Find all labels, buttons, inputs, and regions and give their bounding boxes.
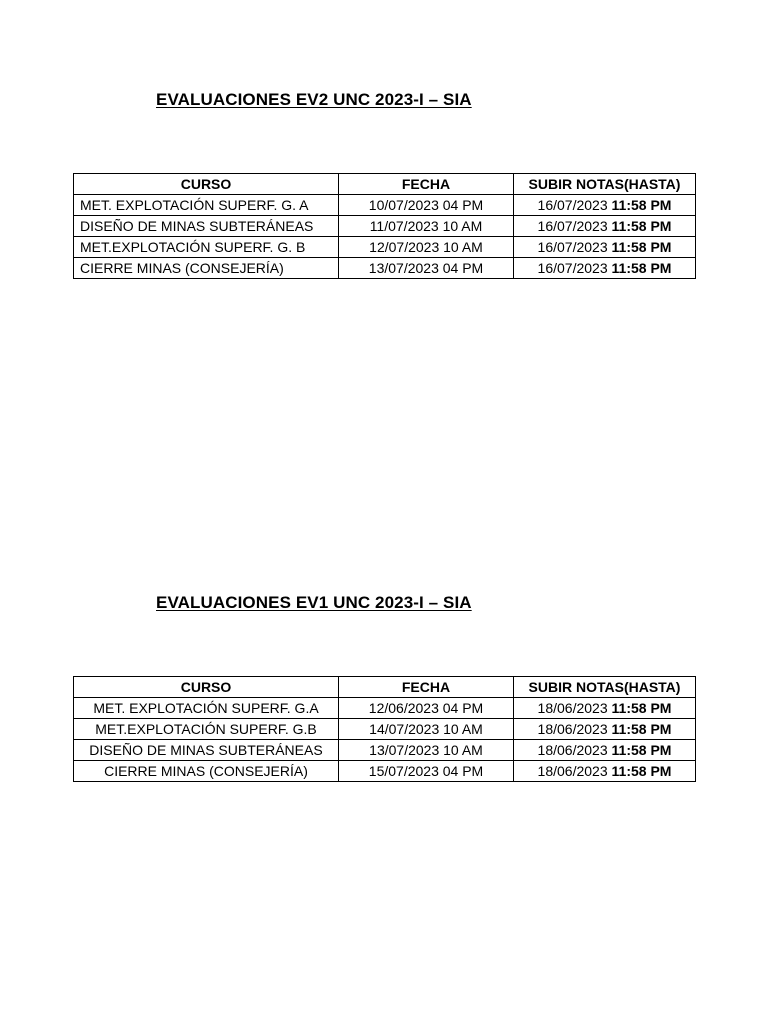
table-row xyxy=(74,258,696,279)
cell-curso: CIERRE MINAS (CONSEJERÍA) xyxy=(74,761,339,782)
ev1-schedule-table xyxy=(73,676,696,782)
ev2-schedule-table xyxy=(73,173,696,279)
column-header-subir-notas: SUBIR NOTAS(HASTA) xyxy=(514,677,696,698)
table-header-row xyxy=(74,677,696,698)
cell-fecha: 12/07/2023 10 AM xyxy=(339,237,514,258)
table-row xyxy=(74,719,696,740)
cell-subir-notas xyxy=(514,216,696,237)
deadline-date: 16/07/2023 xyxy=(537,260,608,276)
table-row xyxy=(74,740,696,761)
column-header-subir-notas: SUBIR NOTAS(HASTA) xyxy=(514,174,696,195)
table-row xyxy=(74,237,696,258)
cell-fecha: 10/07/2023 04 PM xyxy=(339,195,514,216)
table-row xyxy=(74,216,696,237)
column-header-curso: CURSO xyxy=(74,174,339,195)
cell-curso: DISEÑO DE MINAS SUBTERÁNEAS xyxy=(74,216,339,237)
cell-fecha: 13/07/2023 10 AM xyxy=(339,740,514,761)
deadline-time: 11:58 PM xyxy=(611,700,672,716)
table-header-row xyxy=(74,174,696,195)
column-header-fecha: FECHA xyxy=(339,174,514,195)
column-header-curso: CURSO xyxy=(74,677,339,698)
table-row xyxy=(74,195,696,216)
cell-subir-notas xyxy=(514,719,696,740)
ev1-section-title: EVALUACIONES EV1 UNC 2023-I – SIA xyxy=(156,593,472,612)
deadline-date: 16/07/2023 xyxy=(537,239,608,255)
cell-curso: MET. EXPLOTACIÓN SUPERF. G. A xyxy=(74,195,339,216)
cell-fecha: 11/07/2023 10 AM xyxy=(339,216,514,237)
deadline-date: 18/06/2023 xyxy=(537,763,608,779)
cell-fecha: 13/07/2023 04 PM xyxy=(339,258,514,279)
cell-curso: MET.EXPLOTACIÓN SUPERF. G. B xyxy=(74,237,339,258)
table-row xyxy=(74,698,696,719)
cell-fecha: 12/06/2023 04 PM xyxy=(339,698,514,719)
cell-curso: MET. EXPLOTACIÓN SUPERF. G.A xyxy=(74,698,339,719)
cell-subir-notas xyxy=(514,195,696,216)
cell-subir-notas xyxy=(514,258,696,279)
deadline-date: 16/07/2023 xyxy=(537,197,608,213)
deadline-time: 11:58 PM xyxy=(611,218,672,234)
deadline-date: 16/07/2023 xyxy=(537,218,608,234)
deadline-time: 11:58 PM xyxy=(611,197,672,213)
cell-curso: CIERRE MINAS (CONSEJERÍA) xyxy=(74,258,339,279)
table-row xyxy=(74,761,696,782)
cell-fecha: 15/07/2023 04 PM xyxy=(339,761,514,782)
cell-curso: MET.EXPLOTACIÓN SUPERF. G.B xyxy=(74,719,339,740)
deadline-time: 11:58 PM xyxy=(611,239,672,255)
deadline-time: 11:58 PM xyxy=(611,721,672,737)
cell-fecha: 14/07/2023 10 AM xyxy=(339,719,514,740)
cell-subir-notas xyxy=(514,761,696,782)
ev2-section-title: EVALUACIONES EV2 UNC 2023-I – SIA xyxy=(156,90,472,109)
cell-subir-notas xyxy=(514,740,696,761)
column-header-fecha: FECHA xyxy=(339,677,514,698)
cell-curso: DISEÑO DE MINAS SUBTERÁNEAS xyxy=(74,740,339,761)
deadline-date: 18/06/2023 xyxy=(537,721,608,737)
deadline-time: 11:58 PM xyxy=(611,763,672,779)
deadline-time: 11:58 PM xyxy=(611,742,672,758)
deadline-time: 11:58 PM xyxy=(611,260,672,276)
deadline-date: 18/06/2023 xyxy=(537,700,608,716)
deadline-date: 18/06/2023 xyxy=(537,742,608,758)
cell-subir-notas xyxy=(514,237,696,258)
cell-subir-notas xyxy=(514,698,696,719)
